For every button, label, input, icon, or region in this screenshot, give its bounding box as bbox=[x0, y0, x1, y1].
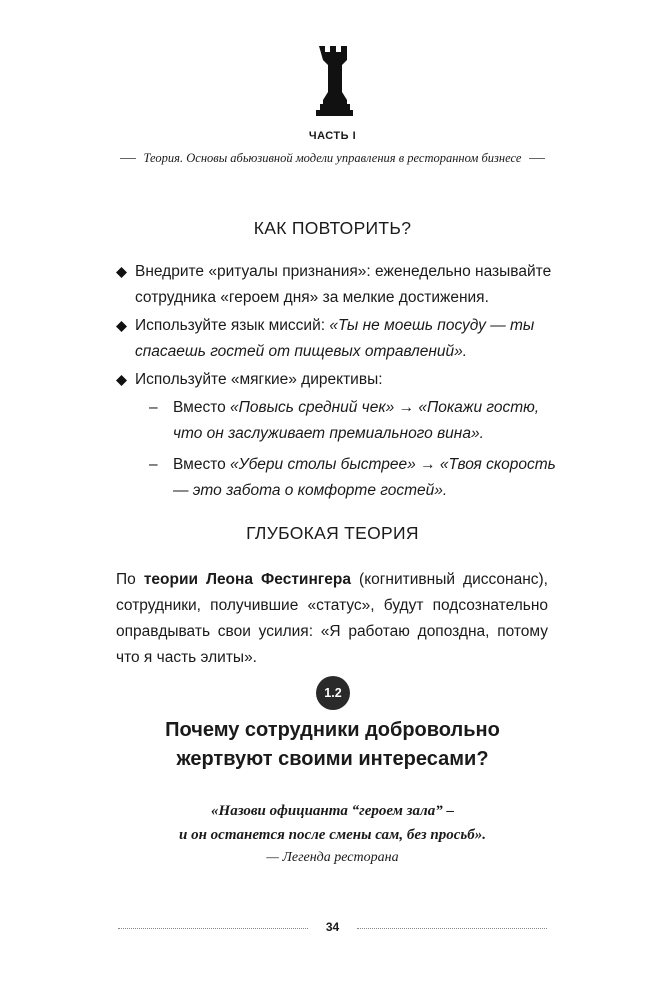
bullet-italic-text: «Ты не моешь посуду — ты спасаешь гостей от пищевых отравлений». bbox=[135, 317, 535, 360]
sub-list-item bbox=[135, 395, 556, 447]
page-footer bbox=[118, 918, 547, 938]
dash-marker: – bbox=[149, 399, 158, 416]
diamond-bullet-icon bbox=[116, 375, 127, 386]
footer-divider bbox=[357, 928, 547, 929]
chess-rook-icon bbox=[313, 44, 353, 118]
quote-source: — Легенда ресторана bbox=[266, 850, 399, 865]
sub-item-prefix: Вместо bbox=[173, 399, 231, 416]
diamond-bullet-icon bbox=[116, 267, 127, 278]
bullet-text: Используйте язык миссий: bbox=[135, 317, 330, 334]
chapter-title bbox=[0, 716, 665, 774]
para-text: По bbox=[116, 571, 144, 588]
divider bbox=[120, 158, 136, 159]
bullet-text: Внедрите «ритуалы признания»: еженедельно называйте сотрудника «героем дня» за мелкие достижения. bbox=[135, 263, 552, 306]
sub-item-from: «Убери столы быстрее» bbox=[230, 456, 416, 473]
part-label: ЧАСТЬ I bbox=[308, 130, 357, 142]
chapter-title-line: Почему сотрудники добровольно bbox=[165, 719, 500, 741]
part-subtitle-row bbox=[0, 151, 665, 166]
section-heading-theory: ГЛУБОКАЯ ТЕОРИЯ bbox=[246, 523, 419, 543]
sub-list bbox=[135, 395, 556, 504]
part-subtitle: Теория. Основы абьюзивной модели управления в ресторанном бизнесе bbox=[143, 151, 522, 165]
diamond-bullet-icon bbox=[116, 321, 127, 332]
sub-item-to: «Покажи гостю, что он заслуживает премиального вина». bbox=[173, 399, 540, 442]
para-text: (когнитивный диссонанс), сотрудники, получившие «статус», будут подсознательно оправдывать свои усилия: «Я работаю допоздна, потому что я часть элиты». bbox=[116, 571, 548, 666]
chapter-number-badge: 1.2 bbox=[316, 676, 350, 710]
section-heading-how: КАК ПОВТОРИТЬ? bbox=[253, 218, 412, 238]
divider bbox=[529, 158, 545, 159]
list-item bbox=[116, 313, 556, 365]
theory-paragraph bbox=[116, 567, 548, 671]
page-number: 34 bbox=[325, 920, 340, 934]
quote-line: и он останется после смены сам, без просьб». bbox=[179, 827, 486, 843]
sub-item-prefix: Вместо bbox=[173, 456, 231, 473]
list-item bbox=[116, 259, 556, 311]
bullet-list bbox=[116, 259, 556, 509]
epigraph-quote bbox=[0, 799, 665, 847]
sub-item-from: «Повысь средний чек» bbox=[230, 399, 395, 416]
sub-item-to: «Твоя скорость — это забота о комфорте гостей». bbox=[173, 456, 556, 499]
quote-line: «Назови официанта “героем зала” – bbox=[211, 803, 454, 819]
arrow-icon: → bbox=[394, 399, 419, 416]
arrow-icon: → bbox=[415, 456, 440, 473]
dash-marker: – bbox=[149, 456, 158, 473]
chapter-title-line: жертвуют своими интересами? bbox=[176, 748, 489, 770]
list-item bbox=[116, 367, 556, 504]
bullet-text: Используйте «мягкие» директивы: bbox=[135, 371, 383, 388]
para-bold-text: теории Леона Фестингера bbox=[143, 571, 351, 588]
sub-list-item bbox=[135, 452, 556, 504]
